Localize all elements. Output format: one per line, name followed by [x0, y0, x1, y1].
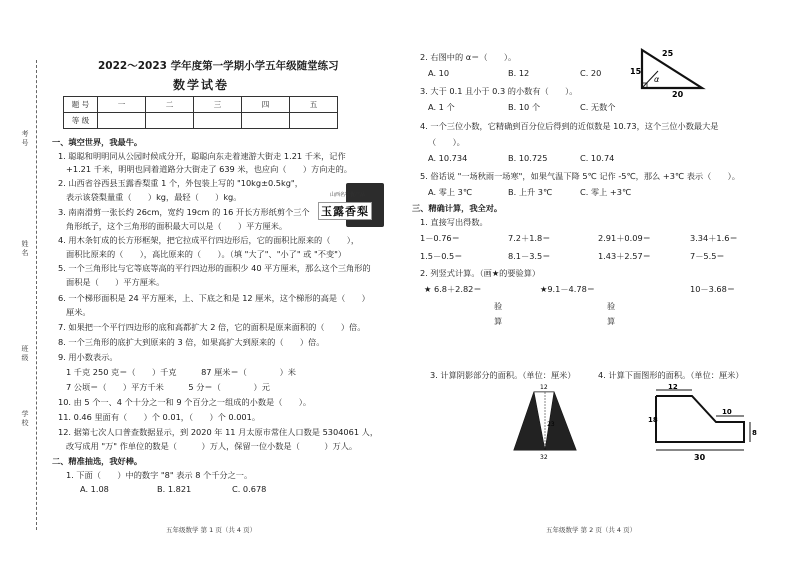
q2-line-1: 2. 山西省谷西县玉露香梨重 1 个，外包装上写的 "10kg±0.5kg"，	[58, 178, 303, 188]
p2-q2-line: 2. 右图中的 α＝（ ）。	[420, 52, 517, 62]
p2-q5-option-a[interactable]: A. 零上 3℃	[428, 187, 473, 197]
q9-line: 9. 用小数表示。	[58, 352, 118, 362]
q5-line-2: 面积是（ ）平方厘米。	[66, 277, 165, 287]
p2-q3-option-c[interactable]: C. 无数个	[580, 102, 616, 112]
mental-calc-item: 1.5－0.5＝	[420, 251, 463, 261]
mental-calc-item: 1.43＋2.57＝	[598, 251, 651, 261]
q1-line-1: 1. 聪聪和明明同从公园时候成分开，聪聪向东走着速游大街走 1.21 千米，记作	[58, 151, 346, 161]
s3-sub1-heading: 1. 直接写出得数。	[420, 217, 488, 227]
dim-left-label: 18	[648, 416, 658, 424]
q4-line-1: 4. 用木条钉成的长方形框架，把它拉成平行四边形后，它的面积比原来的（ ），	[58, 235, 360, 245]
dim-top-label: 12	[668, 383, 678, 391]
verify-label: 验	[607, 301, 616, 311]
margin-label-class: 班级	[21, 345, 29, 362]
product-photo-caption: 山西名特优产品	[330, 192, 366, 198]
q7-line: 7. 如果把一个平行四边形的底和高都扩大 2 倍，它的面积是原来面积的（ ）倍。	[58, 322, 366, 332]
q9-conversion-row-2: 7 公顷＝（ ）平方千米 5 分＝（ ）元	[66, 382, 270, 392]
score-input-cell[interactable]	[290, 113, 338, 129]
score-table-header-row	[64, 97, 338, 113]
p2-q5-option-b[interactable]: B. 上升 3℃	[508, 187, 553, 197]
section1-heading: 一、填空世界，我最牛。	[52, 137, 143, 147]
q11-line: 11. 0.46 里面有（ ）个 0.01，（ ）个 0.001。	[58, 412, 261, 422]
p2-q4-option-c[interactable]: C. 10.74	[580, 153, 615, 163]
dim-bottom-label: 30	[694, 453, 706, 462]
verify-label: 算	[494, 316, 503, 326]
q10-line: 10. 由 5 个一、4 个十分之一和 9 个百分之一组成的小数是（ ）。	[58, 397, 312, 407]
q2-line-2: 表示该袋梨量重（ ）kg，最轻（ ）kg。	[66, 192, 242, 202]
score-header-cell: 三	[194, 97, 242, 113]
p2-q2-option-a[interactable]: A. 10	[428, 68, 450, 78]
p2-q5-option-c[interactable]: C. 零上 +3℃	[580, 187, 632, 197]
p2-q4-option-b[interactable]: B. 10.725	[508, 153, 548, 163]
section2-heading: 二、精准抽选，我好棒。	[52, 456, 143, 466]
vertical-calc-item: ★9.1－4.78＝	[540, 284, 595, 294]
page1-footer: 五年级数学 第 1 页（共 4 页）	[166, 526, 257, 534]
score-table-grade-row	[64, 113, 338, 129]
margin-label-exam-number: 考号	[21, 130, 29, 147]
triangle-bottom-label: 20	[672, 90, 684, 98]
exam-subtitle: 数学试卷	[173, 78, 230, 92]
vertical-calc-item: 10－3.68＝	[690, 284, 736, 294]
vertical-calc-item: ★ 6.8＋2.82＝	[424, 284, 482, 294]
score-header-cell: 题 号	[64, 97, 98, 113]
triangle-hypotenuse-label: 25	[662, 49, 674, 58]
right-triangle-figure	[628, 44, 708, 98]
trapezoid-shaded-figure	[510, 382, 582, 462]
margin-label-school: 学校	[21, 410, 29, 427]
q12-line-1: 12. 据第七次人口普查数据显示，到 2020 年 11 月太原市常住人口数是 5304061 人，	[58, 427, 379, 437]
s3-sub4-heading: 4. 计算下面图形的面积。（单位：厘米）	[598, 370, 744, 380]
p2-q4-line-1: 4. 一个三位小数，它精确到百分位后得到的近似数是 10.73，这个三位小数最大是	[420, 121, 719, 131]
score-header-cell: 二	[146, 97, 194, 113]
binding-margin-line	[36, 60, 37, 530]
trapezoid-top-label: 12	[540, 384, 548, 391]
score-input-cell[interactable]	[242, 113, 290, 129]
mental-calc-item: 7－5.5＝	[690, 251, 725, 261]
verify-label: 算	[607, 316, 616, 326]
p2-q4-line-2: （ ）。	[428, 137, 465, 147]
mental-calc-item: 1－0.76＝	[420, 233, 460, 243]
verify-label: 验	[494, 301, 503, 311]
q6-line-1: 6. 一个梯形面积是 24 平方厘米，上、下底之和是 12 厘米，这个梯形的高是（ ）	[58, 293, 370, 303]
exam-title: 2022～2023 学年度第一学期小学五年级随堂练习	[98, 60, 339, 72]
score-input-cell[interactable]	[194, 113, 242, 129]
score-input-cell[interactable]	[146, 113, 194, 129]
p2-q2-option-b[interactable]: B. 12	[508, 68, 530, 78]
p2-q3-option-b[interactable]: B. 10 个	[508, 102, 541, 112]
triangle-left-label: 15	[630, 67, 642, 76]
q8-line: 8. 一个三角形的底扩大到原来的 3 倍，如果高扩大到原来的（ ）倍。	[58, 337, 325, 347]
composite-shape-outline	[656, 396, 744, 442]
product-brand-stamp: 玉露香梨	[318, 202, 372, 220]
q6-line-2: 厘米。	[66, 307, 91, 317]
score-header-cell: 四	[242, 97, 290, 113]
q5-line-1: 5. 一个三角形比与它等底等高的平行四边形的面积少 40 平方厘米，那么这个三角形的	[58, 263, 371, 273]
q1-line-2: +1.21 千米，明明也同着道路分大街走了 639 米，也应向（ ）方向走的。	[66, 164, 352, 174]
s3-sub3-heading: 3. 计算阴影部分的面积。（单位：厘米）	[430, 370, 576, 380]
score-input-cell[interactable]	[98, 113, 146, 129]
score-table	[63, 96, 338, 129]
p2-q5-line: 5. 俗话说 "一场秋雨一场寒"，如果气温下降 5℃ 记作 -5℃，那么 +3℃ 表示（ ）。	[420, 171, 740, 181]
q3-line-2: 角形纸子，这个三角形的面积最大可以是（ ）平方厘米。	[66, 221, 288, 231]
s3-sub2-heading: 2. 列竖式计算。（画★的要验算）	[420, 268, 541, 278]
mental-calc-item: 3.34＋1.6＝	[690, 233, 738, 243]
page2-footer: 五年级数学 第 2 页（共 4 页）	[546, 526, 637, 534]
s2-q1-line: 1. 下面（ ）中的数字 "8" 表示 8 个千分之一。	[66, 470, 253, 480]
s2-q1-option-b[interactable]: B. 1.821	[157, 484, 192, 494]
q9-conversion-row-1: 1 千克 250 克＝（ ）千克 87 厘米＝（ ）米	[66, 367, 296, 377]
q12-line-2: 改写成用 "万" 作单位的数是（ ）万人，保留一位小数是（ ）万人。	[66, 441, 358, 451]
s2-q1-option-a[interactable]: A. 1.08	[80, 484, 109, 494]
score-header-cell: 五	[290, 97, 338, 113]
dim-right-label: 8	[752, 429, 757, 437]
dim-mid-label: 10	[722, 408, 732, 416]
q4-line-2: 面积比原来的（ ），高比原来的（ ）。（填 "大了"、"小了" 或 "不变"）	[66, 249, 347, 259]
s2-q1-option-c[interactable]: C. 0.678	[232, 484, 267, 494]
composite-shape-figure	[648, 382, 768, 466]
p2-q2-option-c[interactable]: C. 20	[580, 68, 602, 78]
p2-q4-option-a[interactable]: A. 10.734	[428, 153, 468, 163]
score-header-cell: 一	[98, 97, 146, 113]
mental-calc-item: 7.2＋1.8＝	[508, 233, 551, 243]
trapezoid-height-label: 23	[547, 421, 555, 428]
section3-heading: 三、精确计算，我全对。	[412, 203, 503, 213]
margin-label-name: 姓名	[21, 240, 29, 257]
mental-calc-item: 2.91＋0.09＝	[598, 233, 651, 243]
q3-line-1: 3. 南南滑剪一张长约 26cm，宽约 19cm 的 16 开长方形纸剪个三个	[58, 207, 310, 217]
trapezoid-bottom-label: 32	[540, 454, 548, 461]
mental-calc-item: 8.1－3.5＝	[508, 251, 551, 261]
p2-q3-line: 3. 大于 0.1 且小于 0.3 的小数有（ ）。	[420, 86, 578, 96]
triangle-angle-alpha: α	[654, 75, 660, 84]
score-row-label: 等 级	[64, 113, 98, 129]
p2-q3-option-a[interactable]: A. 1 个	[428, 102, 455, 112]
